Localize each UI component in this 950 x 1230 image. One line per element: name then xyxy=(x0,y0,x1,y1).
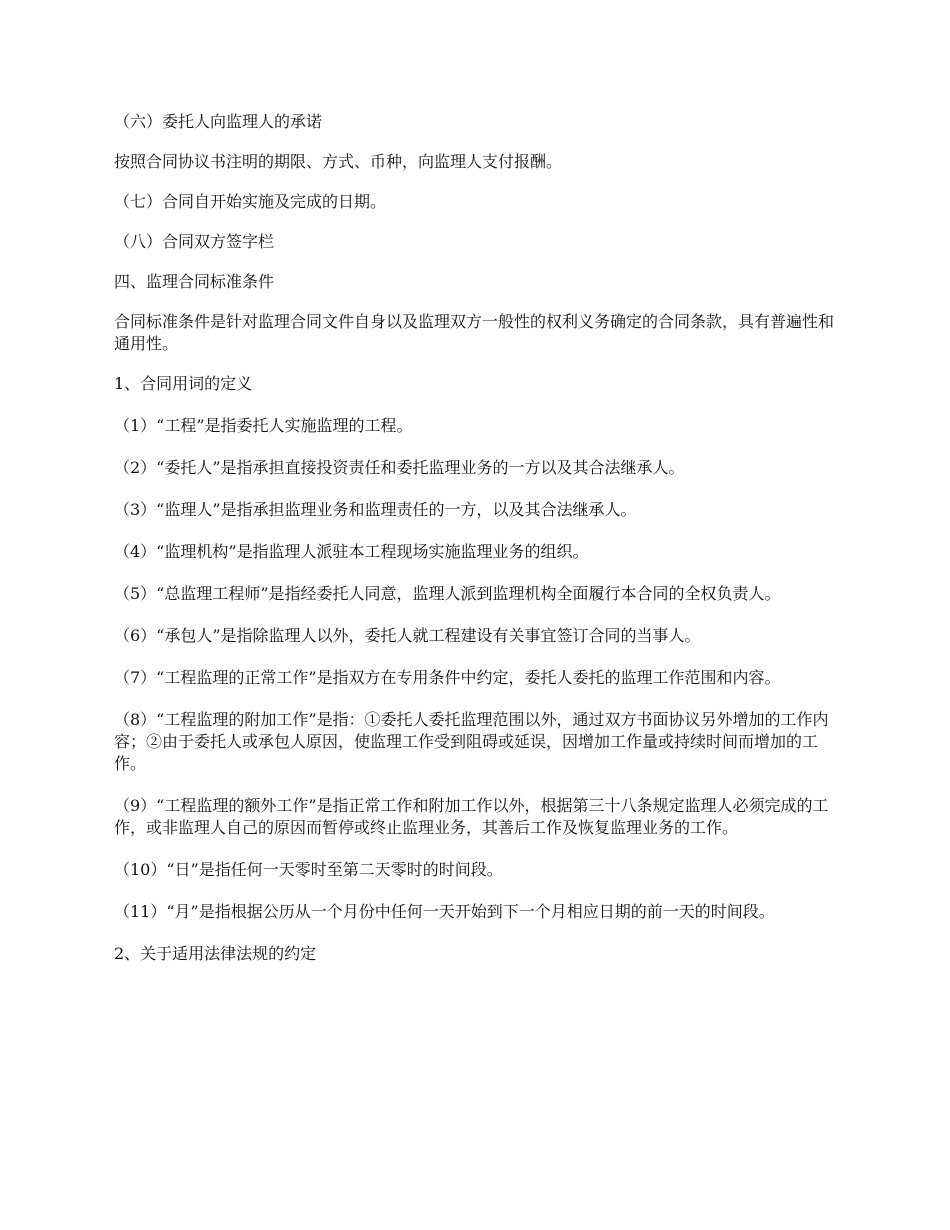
heading-definitions: 1、合同用词的定义 xyxy=(114,374,253,393)
heading-applicable-laws: 2、关于适用法律法规的约定 xyxy=(114,944,317,963)
definition-item-5: （5）“总监理工程师”是指经委托人同意，监理人派到监理机构全面履行本合同的全权负责人。 xyxy=(114,584,781,603)
heading-standard-conditions: 四、监理合同标准条件 xyxy=(114,272,275,291)
definition-item-11: （11）“月”是指根据公历从一个月份中任何一天开始到下一个月相应日期的前一天的时间段。 xyxy=(114,902,775,921)
paragraph-payment: 按照合同协议书注明的期限、方式、币种，向监理人支付报酬。 xyxy=(114,152,563,171)
definition-item-10: （10）“日”是指任何一天零时至第二天零时的时间段。 xyxy=(114,860,503,879)
heading-section-8: （八）合同双方签字栏 xyxy=(114,232,275,251)
definition-item-8: （8）“工程监理的附加工作”是指：①委托人委托监理范围以外，通过双方书面协议另外增加的工作内容；②由于委托人或承包人原因，使监理工作受到阻碍或延误，因增加工作量或持续时间而增加的工作。 xyxy=(114,710,829,773)
definition-item-4: （4）“监理机构”是指监理人派驻本工程现场实施监理业务的组织。 xyxy=(114,542,589,561)
paragraph-standard-conditions: 合同标准条件是针对监理合同文件自身以及监理双方一般性的权利义务确定的合同条款，具有普遍性和通用性。 xyxy=(114,312,835,353)
definition-item-1: （1）“工程”是指委托人实施监理的工程。 xyxy=(114,416,413,435)
definition-item-3: （3）“监理人”是指承担监理业务和监理责任的一方，以及其合法继承人。 xyxy=(114,500,637,519)
definition-item-9: （9）“工程监理的额外工作”是指正常工作和附加工作以外，根据第三十八条规定监理人必须完成的工作，或非监理人自己的原因而暂停或终止监理业务，其善后工作及恢复监理业务的工作。 xyxy=(114,796,829,837)
definition-item-7: （7）“工程监理的正常工作”是指双方在专用条件中约定，委托人委托的监理工作范围和内容。 xyxy=(114,668,781,687)
heading-section-7: （七）合同自开始实施及完成的日期。 xyxy=(114,192,387,211)
document-page xyxy=(114,111,842,965)
heading-section-6: （六）委托人向监理人的承诺 xyxy=(114,112,323,131)
definition-item-6: （6）“承包人”是指除监理人以外，委托人就工程建设有关事宜签订合同的当事人。 xyxy=(114,626,701,645)
definition-item-2: （2）“委托人”是指承担直接投资责任和委托监理业务的一方以及其合法继承人。 xyxy=(114,458,685,477)
